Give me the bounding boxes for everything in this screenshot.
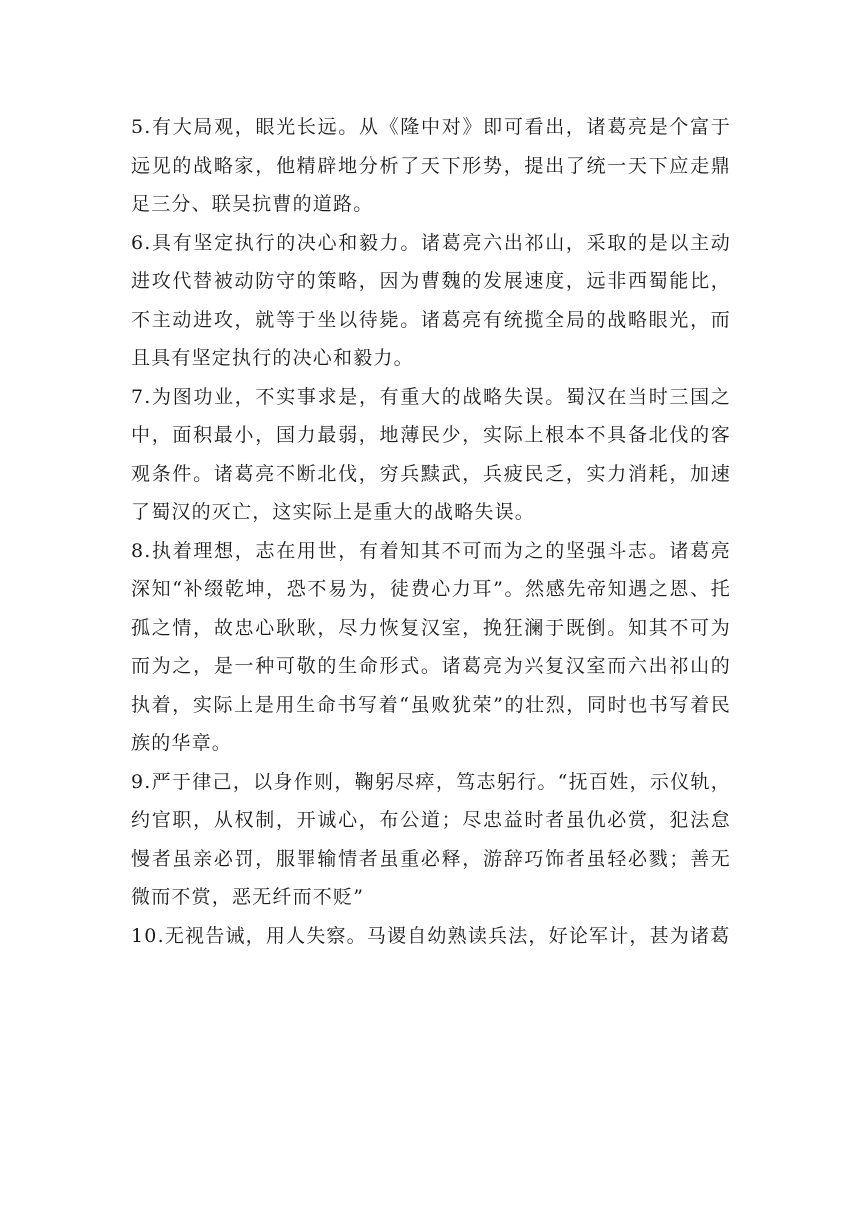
paragraph-point-8: 8.执着理想，志在用世，有着知其不可而为之的坚强斗志。诸葛亮深知“补缀乾坤，恐不易为，徒费心力耳”。然感先帝知遇之恩、托孤之情，故忠心耿耿，尽力恢复汉室，挽狂澜于既倒。知其不可为而为之，是一种可敬的生命形式。诸葛亮为兴复汉室而六出祁山的执着，实际上是用生命书写着“虽败犹荣”的壮烈，同时也书写着民族的华章。	[131, 539, 731, 754]
paragraph-point-7: 7.为图功业，不实事求是，有重大的战略失误。蜀汉在当时三国之中，面积最小，国力最弱，地薄民少，实际上根本不具备北伐的客观条件。诸葛亮不断北伐，穷兵黩武，兵疲民乏，实力消耗，加速了蜀汉的灭亡，这实际上是重大的战略失误。	[131, 385, 731, 523]
paragraph-point-6: 6.具有坚定执行的决心和毅力。诸葛亮六出祁山，采取的是以主动进攻代替被动防守的策略，因为曹魏的发展速度，远非西蜀能比，不主动进攻，就等于坐以待毙。诸葛亮有统揽全局的战略眼光，而且具有坚定执行的决心和毅力。	[131, 231, 731, 369]
document-body	[131, 108, 731, 955]
paragraph-point-5: 5.有大局观，眼光长远。从《隆中对》即可看出，诸葛亮是个富于远见的战略家，他精辟地分析了天下形势，提出了统一天下应走鼎足三分、联吴抗曹的道路。	[131, 116, 731, 215]
paragraph-point-10: 10.无视告诫，用人失察。马谡自幼熟读兵法，好论军计，甚为诸葛	[131, 924, 731, 947]
paragraph-point-9: 9.严于律己，以身作则，鞠躬尽瘁，笃志躬行。“抚百姓，示仪轨，约官职，从权制，开诚心，布公道；尽忠益时者虽仇必赏，犯法怠慢者虽亲必罚，服罪输情者虽重必释，游辞巧饰者虽轻必戮；善无微而不赏，恶无纤而不贬”	[131, 770, 731, 908]
